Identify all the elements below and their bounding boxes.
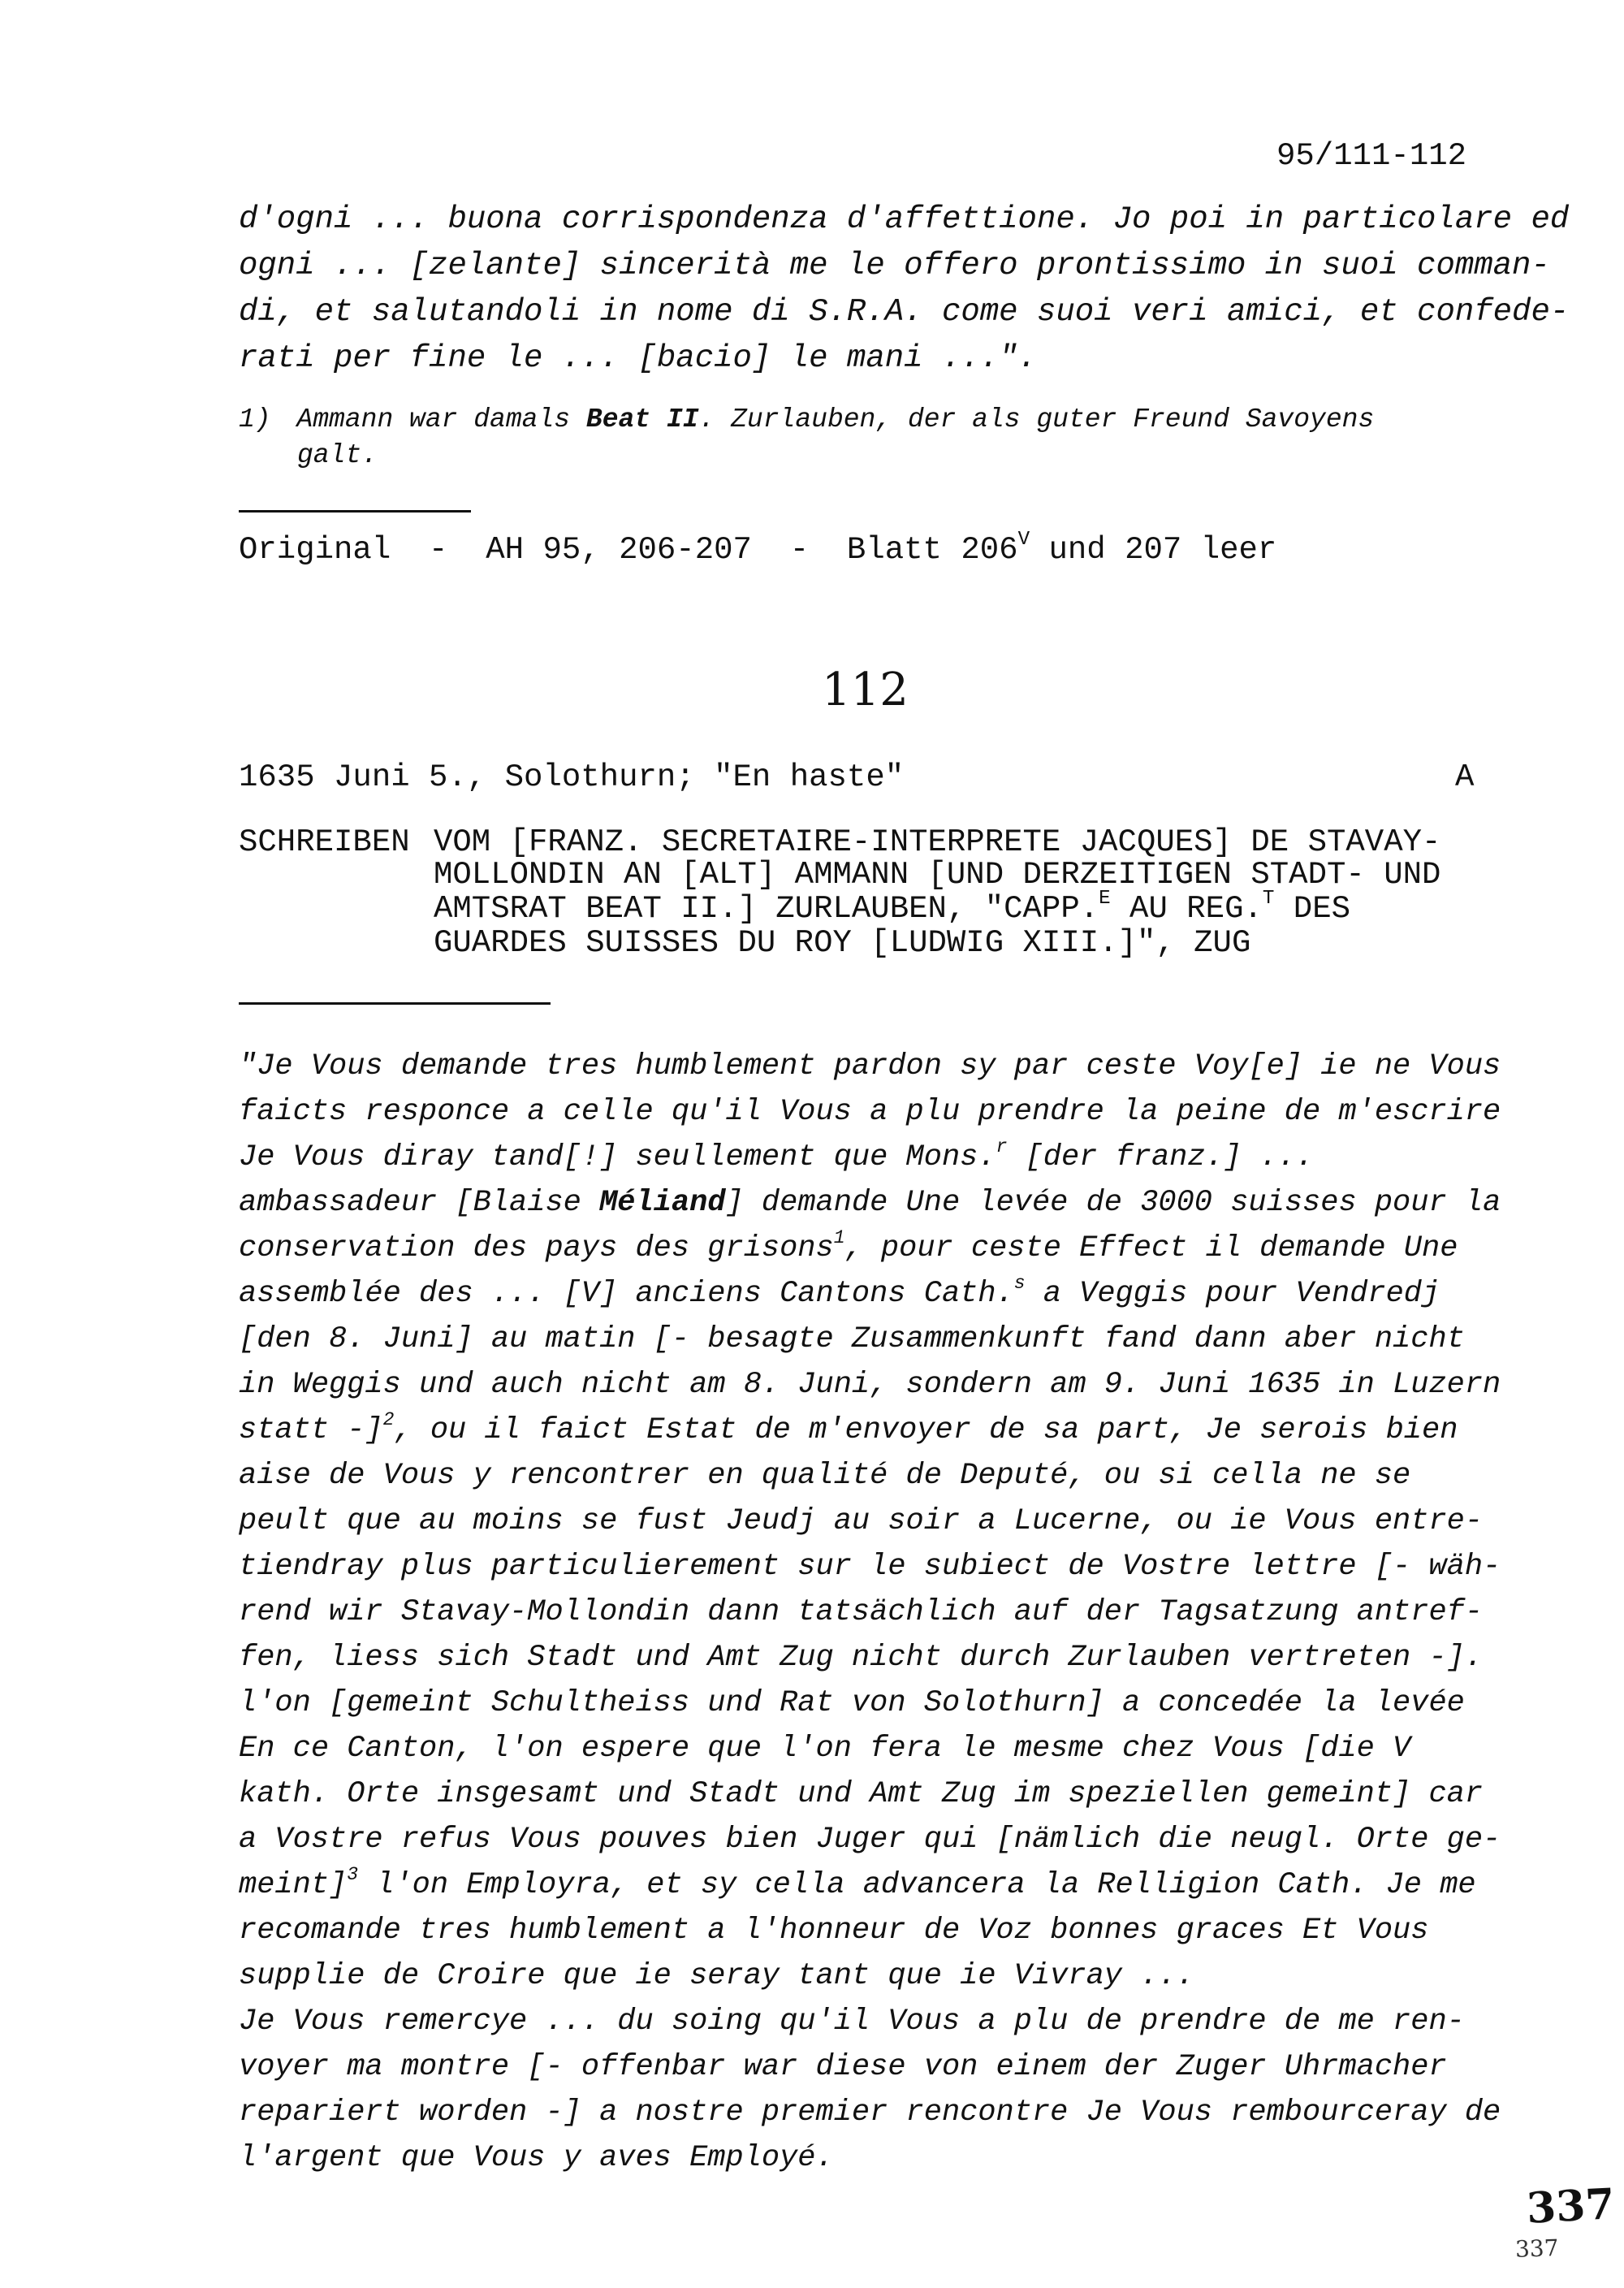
body-line: "Je Vous demande tres humblement pardon sy par ceste Voy[e] ie ne Vous — [239, 1049, 1501, 1083]
prev-text-line-3: di, et salutandoli in nome di S.R.A. come suoi veri amici, et confede- — [239, 294, 1570, 330]
footnote-1 — [239, 404, 1374, 435]
body-line: supplie de Croire que ie seray tant que ie Vivray ... — [239, 1959, 1194, 1993]
source-note-text: und 207 leer — [1030, 532, 1277, 568]
summary-sup: T — [1262, 888, 1275, 910]
body-line: in Weggis und auch nicht am 8. Juni, sondern am 9. Juni 1635 in Luzern — [239, 1368, 1501, 1402]
source-note-text: Original - AH 95, 206-207 - Blatt 206 — [239, 532, 1018, 568]
body-text: , ou il faict Estat de m'envoyer de sa part, Je serois bien — [394, 1413, 1458, 1447]
body-line: fen, liess sich Stadt und Amt Zug nicht durch Zurlauben vertreten -]. — [239, 1641, 1484, 1675]
body-text: assemblée des ... [V] anciens Cantons Cath. — [239, 1277, 1014, 1311]
summary-line-4: GUARDES SUISSES DU ROY [LUDWIG XIII.]", ZUG — [434, 925, 1251, 961]
body-bold-name: Méliand — [599, 1186, 726, 1220]
body-line: En ce Canton, l'on espere que l'on fera le mesme chez Vous [die V — [239, 1732, 1411, 1766]
body-line: repariert worden -] a nostre premier rencontre Je Vous rembourceray de — [239, 2096, 1501, 2130]
body-line: [den 8. Juni] au matin [- besagte Zusammenkunft fand dann aber nicht — [239, 1322, 1465, 1356]
body-line — [239, 1863, 1476, 1902]
footnote-marker: 1) — [239, 404, 271, 435]
body-text: , pour ceste Effect il demande Une — [844, 1231, 1458, 1265]
source-note — [239, 529, 1277, 568]
body-line: peult que au moins se fust Jeudj au soir a Lucerne, ou ie Vous entre- — [239, 1504, 1484, 1538]
body-text: l'on Employra, et sy cella advancera la Relligion Cath. Je me — [358, 1868, 1476, 1902]
footnote-text-part: . Zurlauben, der als guter Freund Savoyens — [698, 404, 1375, 435]
divider-rule — [239, 1002, 551, 1005]
divider-rule — [239, 510, 471, 513]
footnote-ref: 1 — [833, 1226, 845, 1248]
body-line — [239, 1272, 1440, 1311]
prev-text-line-2: ogni ... [zelante] sincerità me le offero prontissimo in suoi comman- — [239, 248, 1550, 283]
document-marker: A — [1455, 759, 1475, 795]
page-reference: 95/111-112 — [1276, 138, 1467, 174]
document-date-place: 1635 Juni 5., Solothurn; "En haste" — [239, 759, 905, 795]
body-line: faicts responce a celle qu'il Vous a plu prendre la peine de m'escrire — [239, 1095, 1501, 1129]
summary-text: AU REG. — [1110, 891, 1263, 927]
body-sup: s — [1013, 1272, 1026, 1294]
footnote-1-continued: galt. — [297, 440, 378, 470]
summary-text: AMTSRAT BEAT II.] ZURLAUBEN, "CAPP. — [434, 891, 1099, 927]
body-line: a Vostre refus Vous pouves bien Juger qui [nämlich die neugl. Orte ge- — [239, 1823, 1501, 1857]
body-text: [der franz.] ... — [1007, 1140, 1314, 1174]
body-text: ambassadeur [Blaise — [239, 1186, 600, 1220]
body-line: rend wir Stavay-Mollondin dann tatsächlich auf der Tagsatzung antref- — [239, 1595, 1484, 1629]
footnote-text — [296, 404, 1374, 435]
footnote-text-part: Ammann war damals — [296, 404, 586, 435]
handwritten-page-number: 337 — [1525, 2179, 1617, 2234]
body-line — [239, 1186, 1501, 1220]
body-line: l'on [gemeint Schultheiss und Rat von Solothurn] a concedée la levée — [239, 1686, 1465, 1720]
body-text: statt -] — [239, 1413, 383, 1447]
body-text: a Veggis pour Vendredj — [1025, 1277, 1440, 1311]
body-line: aise de Vous y rencontrer en qualité de Deputé, ou si cella ne se — [239, 1459, 1411, 1493]
summary-line-1: VOM [FRANZ. SECRETAIRE-INTERPRETE JACQUES] DE STAVAY- — [434, 824, 1441, 860]
body-line — [239, 1135, 1314, 1174]
body-line: kath. Orte insgesamt und Stadt und Amt Zug im speziellen gemeint] car — [239, 1777, 1484, 1811]
prev-text-line-1: d'ogni ... buona corrispondenza d'affettione. Jo poi in particolare ed — [239, 201, 1570, 237]
summary-label: SCHREIBEN — [239, 824, 410, 860]
body-text: conservation des pays des grisons — [239, 1231, 834, 1265]
body-line — [239, 1408, 1458, 1447]
body-text: ] demande Une levée de 3000 suisses pour la — [725, 1186, 1501, 1220]
summary-line-2: MOLLONDIN AN [ALT] AMMANN [UND DERZEITIGEN STADT- UND — [434, 857, 1441, 893]
footnote-ref: 3 — [347, 1863, 358, 1885]
summary-text: DES — [1274, 891, 1351, 927]
prev-text-line-4: rati per fine le ... [bacio] le mani ...". — [239, 340, 1037, 376]
body-text: meint] — [239, 1868, 348, 1902]
body-sup: r — [996, 1135, 1008, 1157]
summary-line-3 — [434, 888, 1351, 927]
body-line: tiendray plus particulierement sur le subiect de Vostre lettre [- wäh- — [239, 1550, 1501, 1584]
body-line: Je Vous remercye ... du soing qu'il Vous a plu de prendre de me ren- — [239, 2005, 1465, 2039]
body-line: l'argent que Vous y aves Employé. — [239, 2141, 834, 2175]
summary-sup: E — [1099, 888, 1111, 910]
body-line: recomande tres humblement a l'honneur de Voz bonnes graces Et Vous — [239, 1914, 1429, 1948]
body-text: Je Vous diray tand[!] seullement que Mons. — [239, 1140, 996, 1174]
body-line — [239, 1226, 1458, 1265]
footnote-ref: 2 — [382, 1408, 395, 1430]
body-line: voyer ma montre [- offenbar war diese von einem der Zuger Uhrmacher — [239, 2050, 1447, 2084]
footnote-bold-name: Beat II — [585, 404, 699, 435]
source-note-sup: V — [1017, 529, 1030, 551]
document-number: 112 — [822, 664, 909, 716]
handwritten-page-number-small: 337 — [1514, 2234, 1560, 2263]
